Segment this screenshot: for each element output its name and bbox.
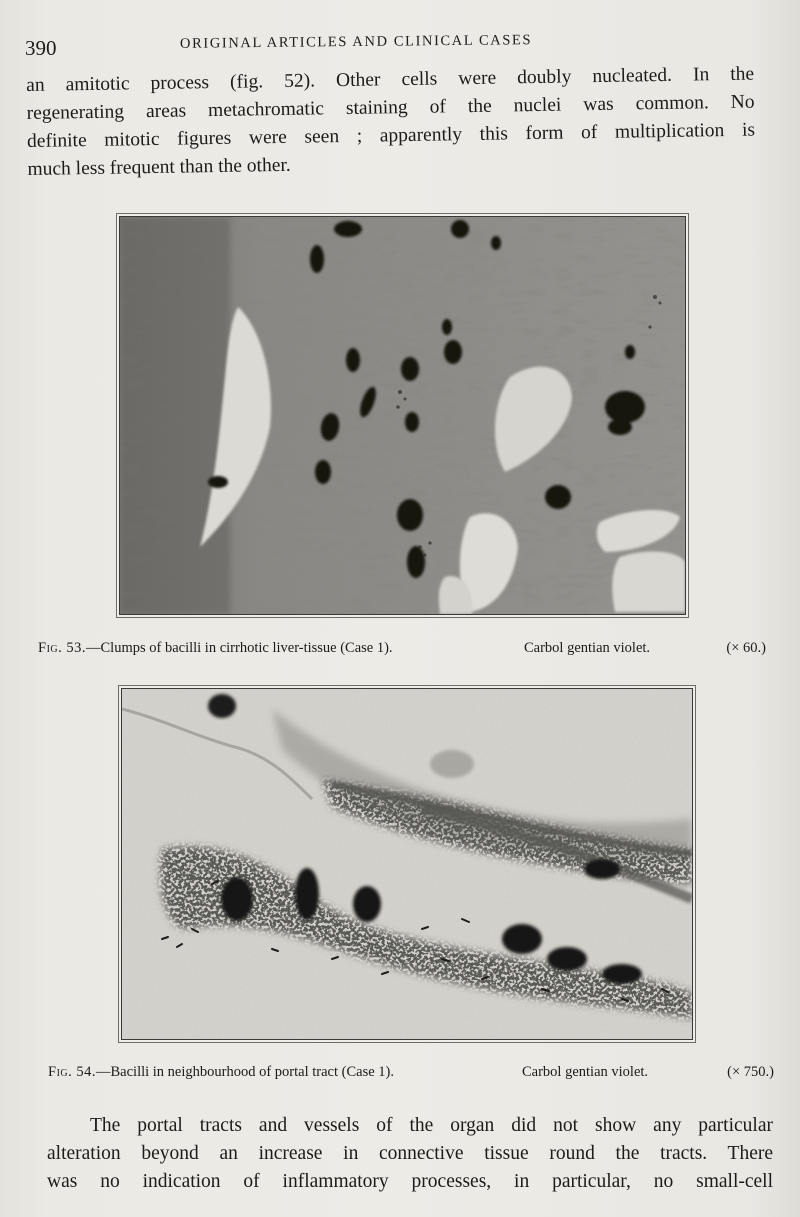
figure-53-stain: Carbol gentian violet. [524, 640, 651, 656]
figure-54-caption-text: —Bacilli in neighbourhood of portal tract (Case 1). [96, 1064, 394, 1080]
bottom-paragraph [47, 1112, 773, 1196]
micrograph-portal-tract [122, 689, 692, 1039]
micrograph-liver-tissue [120, 217, 685, 614]
figure-54-stain: Carbol gentian violet. [522, 1064, 649, 1080]
paragraph-line: much less frequent than the other. [27, 154, 291, 180]
figure-53-caption-text: —Clumps of bacilli in cirrhotic liver-tissue (Case 1). [86, 640, 393, 656]
page-number: 390 [25, 36, 57, 60]
figure-53-micrograph [119, 216, 686, 615]
figure-54-magnification: (× 750.) [727, 1064, 774, 1080]
figure-53-magnification: (× 60.) [726, 640, 766, 656]
paragraph-line: definite mitotic figures were seen ; apparently this form of multiplication is [26, 119, 756, 152]
figure-54-micrograph [121, 688, 693, 1040]
running-head-title: ORIGINAL ARTICLES AND CLINICAL CASES [179, 32, 533, 52]
paragraph-line: alteration beyond an increase in connective tissue round the tracts. There [47, 1143, 773, 1164]
running-head [25, 34, 755, 62]
top-paragraph [26, 61, 756, 184]
paragraph-line: The portal tracts and vessels of the organ did not show any particular [90, 1115, 773, 1136]
paragraph-line: regenerating areas metachromatic staining of the nuclei was common. No [26, 91, 755, 124]
paragraph-line: an amitotic process (fig. 52). Other cells were doubly nucleated. In the [26, 63, 755, 96]
paragraph-line: was no indication of inflammatory processes, in particular, no small-cell [47, 1171, 773, 1192]
figure-53-label: Fig. 53. [38, 640, 86, 656]
figure-54-label: Fig. 54. [48, 1064, 96, 1080]
